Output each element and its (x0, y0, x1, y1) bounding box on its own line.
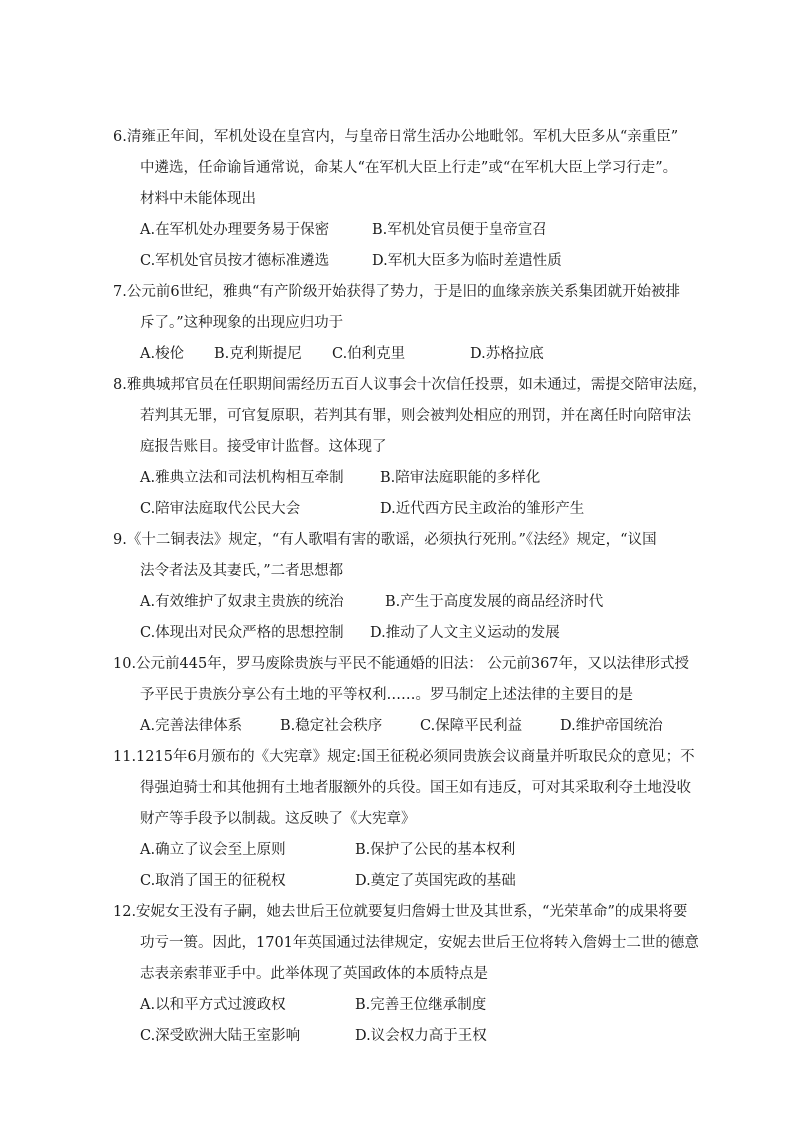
question-text: 法令者法及其妻氏，”二者思想都 (140, 563, 344, 579)
question-text: 志表亲索菲亚手中。此举体现了英国政体的本质特点是 (140, 966, 488, 982)
question-text: 9.《十二铜表法》规定，“有人歌唱有害的歌谣，必须执行死刑。”《法经》规定，“议国 (113, 532, 657, 548)
question-text: 中遴选，任命谕旨通常说，命某人“在军机大臣上行走”或“在军机大臣上学习行走”。 (140, 160, 678, 176)
option-c: C.取消了国王的征税权 (140, 873, 286, 889)
option-d: D.近代西方民主政治的雏形产生 (380, 501, 585, 517)
option-a: A.有效维护了奴隶主贵族的统治 (140, 594, 344, 610)
option-c: C.伯利克里 (332, 346, 406, 362)
question-text: 财产等手段予以制裁。这反映了《大宪章》 (140, 811, 416, 827)
question-text: 功亏一篑。因此，1701年英国通过法律规定，安妮去世后王位将转入詹姆士二世的德意 (140, 935, 699, 951)
question-text: 7.公元前6世纪，雅典“有产阶级开始获得了势力，于是旧的血缘亲族关系集团就开始被排 (113, 284, 680, 300)
option-c: C.军机处官员按才德标准遴选 (140, 253, 330, 269)
option-a: A.确立了议会至上原则 (140, 842, 286, 858)
option-c: C.深受欧洲大陆王室影响 (140, 1028, 301, 1044)
question-text: 庭报告账目。接受审计监督。这体现了 (140, 439, 387, 455)
option-c: C.体现出对民众严格的思想控制 (140, 625, 344, 641)
question-text: 10.公元前445年，罗马废除贵族与平民不能通婚的旧法： 公元前367年，又以法律形式授 (113, 656, 690, 672)
option-c: C.陪审法庭取代公民大会 (140, 501, 301, 517)
option-d: D.推动了人文主义运动的发展 (370, 625, 560, 641)
question-text: 6.清雍正年间，军机处设在皇宫内，与皇帝日常生活办公地毗邻。军机大臣多从“亲重臣” (113, 129, 679, 145)
option-a: A.完善法律体系 (140, 718, 243, 734)
option-d: D.苏格拉底 (470, 346, 544, 362)
option-a: A.梭伦 (140, 346, 185, 362)
question-text: 斥了。”这种现象的出现应归功于 (140, 315, 344, 331)
question-text: 予平民于贵族分享公有土地的平等权利……。罗马制定上述法律的主要目的是 (140, 687, 633, 703)
question-text: 11.1215年6月颁布的《大宪章》规定:国王征税必须同贵族会议商量并听取民众的意见；不 (113, 749, 695, 765)
option-c: C.保障平民利益 (420, 718, 523, 734)
question-text: 若判其无罪，可官复原职，若判其有罪，则会被判处相应的刑罚，并在离任时向陪审法 (140, 408, 691, 424)
option-d: D.奠定了英国宪政的基础 (355, 873, 516, 889)
option-b: B.稳定社会秩序 (280, 718, 383, 734)
option-d: D.议会权力高于王权 (355, 1028, 487, 1044)
option-b: B.军机处官员便于皇帝宣召 (372, 222, 547, 238)
option-a: A.在军机处办理要务易于保密 (140, 222, 330, 238)
question-text: 材料中未能体现出 (140, 191, 256, 207)
option-b: B.保护了公民的基本权利 (355, 842, 516, 858)
question-text: 8.雅典城邦官员在任职期间需经历五百人议事会十次信任投票，如未通过，需提交陪审法庭， (113, 377, 707, 393)
option-d: D.维护帝国统治 (560, 718, 663, 734)
option-d: D.军机大臣多为临时差遣性质 (372, 253, 562, 269)
option-b: B.陪审法庭职能的多样化 (380, 470, 541, 486)
question-text: 12.安妮女王没有子嗣，她去世后王位就要复归詹姆士世及其世系，“光荣革命”的成果将要 (113, 904, 688, 920)
option-b: B.产生于高度发展的商品经济时代 (385, 594, 604, 610)
option-b: B.完善王位继承制度 (355, 997, 487, 1013)
option-a: A.以和平方式过渡政权 (140, 997, 286, 1013)
option-b: B.克利斯提尼 (214, 346, 302, 362)
question-text: 得强迫骑士和其他拥有土地者服额外的兵役。国王如有违反，可对其采取利夺土地没收 (140, 780, 691, 796)
option-a: A.雅典立法和司法机构相互牵制 (140, 470, 344, 486)
